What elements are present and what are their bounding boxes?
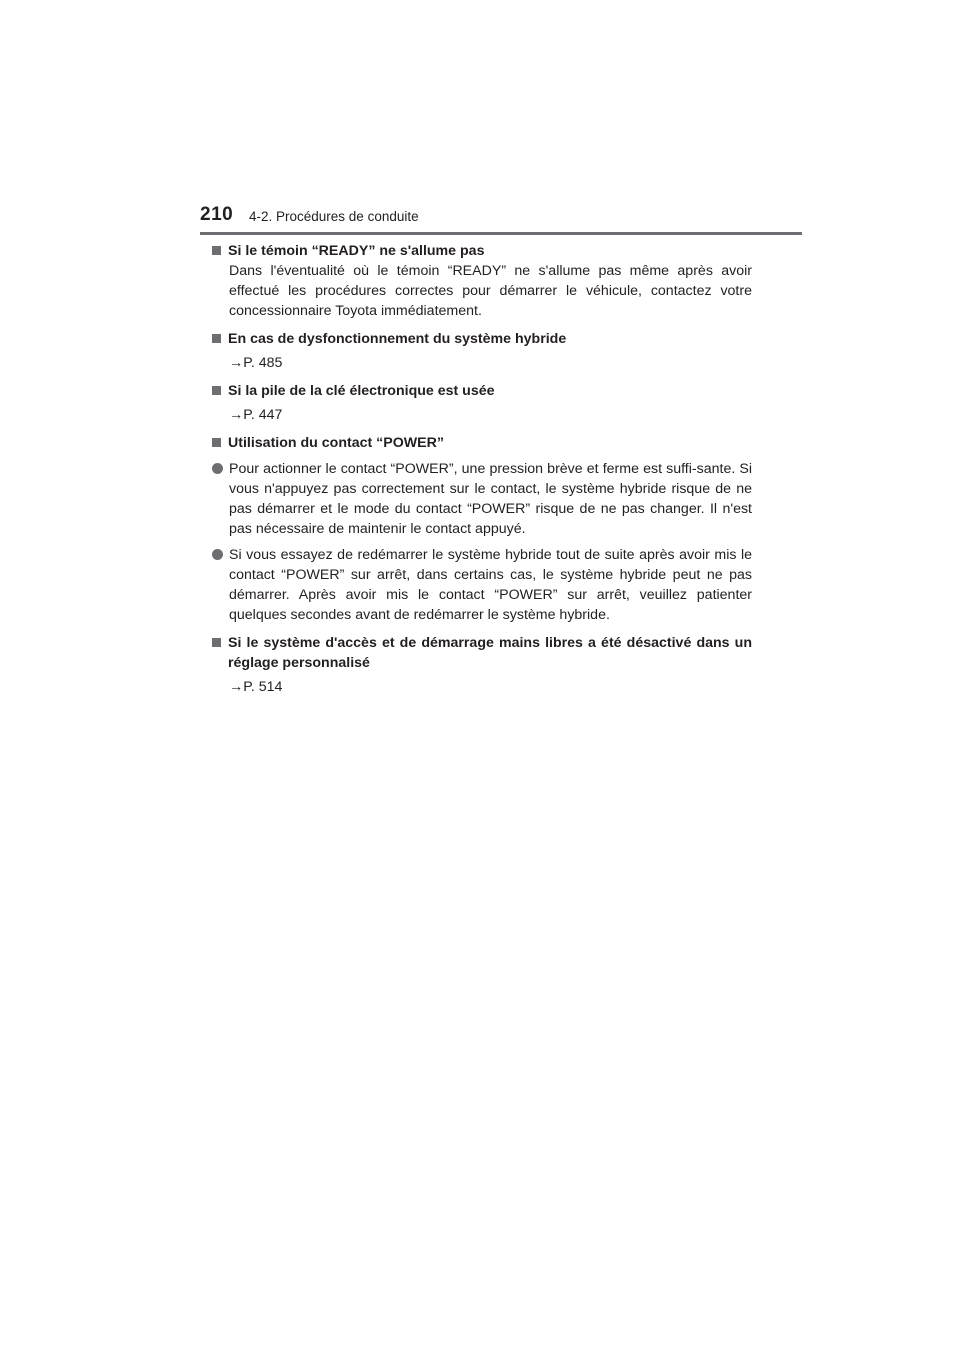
section-heading: Utilisation du contact “POWER” — [212, 433, 752, 453]
section-power-switch — [212, 433, 752, 625]
section-heading: En cas de dysfonctionnement du système hybride — [212, 329, 752, 349]
page-header — [200, 204, 802, 236]
section-key-battery — [212, 381, 752, 425]
circle-bullet-icon — [212, 549, 223, 560]
square-bullet-icon — [212, 438, 221, 447]
section-heading: Si la pile de la clé électronique est usée — [212, 381, 752, 401]
section-hybrid-malfunction — [212, 329, 752, 373]
list-item: Si vous essayez de redémarrer le système hybride tout de suite après avoir mis le contact “POWER” sur arrêt, dans certains cas, le système hybride peut ne pas démarrer. Après avoir mis le contact “POWER” sur arrêt, veuillez patienter quelques secondes avant de redémarrer le système hybride. — [212, 545, 752, 625]
square-bullet-icon — [212, 246, 221, 255]
square-bullet-icon — [212, 386, 221, 395]
list-item: Pour actionner le contact “POWER”, une pression brève et ferme est suffi-sante. Si vous n'appuyez pas correctement sur le contact, le système hybride risque de ne pas démarrer et le mode du contact “POWER” risque de ne pas changer. Il n'est pas nécessaire de maintenir le contact appuyé. — [212, 459, 752, 539]
section-smart-key-disabled — [212, 633, 752, 697]
page-number: 210 — [200, 204, 234, 225]
page-reference-link[interactable]: →P. 485 — [229, 355, 283, 371]
square-bullet-icon — [212, 334, 221, 343]
section-heading: Si le témoin “READY” ne s'allume pas — [212, 241, 752, 261]
page-reference-link[interactable]: →P. 514 — [229, 679, 283, 695]
square-bullet-icon — [212, 638, 221, 647]
page-reference-link[interactable]: →P. 447 — [229, 407, 283, 423]
page-content — [212, 241, 752, 705]
section-body: Dans l'éventualité où le témoin “READY” ne s'allume pas même après avoir effectué les procédures correctes pour démarrer le véhicule, contactez votre concessionnaire Toyota immédiatement. — [229, 263, 752, 319]
circle-bullet-icon — [212, 463, 223, 474]
header-divider — [200, 232, 802, 235]
bullet-list — [212, 459, 752, 625]
section-title: 4-2. Procédures de conduite — [249, 209, 419, 224]
section-heading: Si le système d'accès et de démarrage mains libres a été désactivé dans un réglage personnalisé — [212, 633, 752, 673]
section-ready-indicator — [212, 241, 752, 321]
